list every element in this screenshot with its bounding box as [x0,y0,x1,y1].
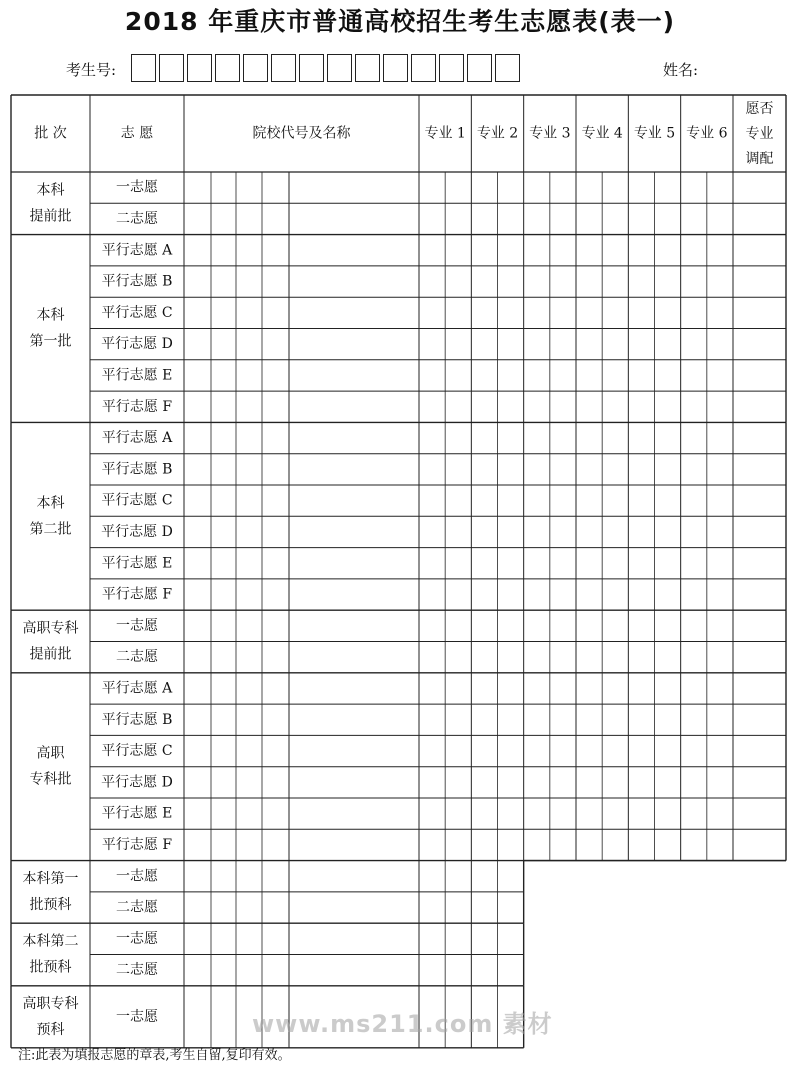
header-major-4: 专业 4 [581,125,623,142]
entry-cell[interactable] [733,454,786,485]
choice-label: 平行志愿 F [101,398,173,415]
choice-label: 二志愿 [116,962,158,979]
header-adjust-line: 专业 [745,126,774,142]
entry-cell[interactable] [733,798,786,829]
batch-label: 本科 [36,182,65,199]
batch-label: 高职 [36,745,65,762]
entry-cell[interactable] [211,235,236,266]
entry-cell[interactable] [289,735,419,766]
entry-cell[interactable] [289,579,419,610]
batch-label: 第一批 [29,333,72,350]
entry-cell[interactable] [184,829,211,860]
entry-cell[interactable] [236,829,262,860]
entry-cell[interactable] [262,235,289,266]
entry-cell[interactable] [262,955,289,986]
entry-cell[interactable] [733,673,786,704]
batch-label: 提前批 [29,208,72,225]
entry-cell[interactable] [289,892,419,923]
entry-cell[interactable] [211,203,236,234]
entry-cell[interactable] [262,861,289,892]
entry-cell[interactable] [184,172,211,203]
entry-cell[interactable] [733,329,786,360]
entry-cell[interactable] [289,704,419,735]
entry-cell[interactable] [236,735,262,766]
entry-cell[interactable] [236,329,262,360]
entry-cell[interactable] [184,767,211,798]
entry-cell[interactable] [262,735,289,766]
entry-cell[interactable] [262,329,289,360]
entry-cell[interactable] [733,704,786,735]
choice-label: 一志愿 [116,179,158,196]
entry-cell[interactable] [733,422,786,453]
entry-cell[interactable] [211,798,236,829]
header-major-1: 专业 1 [424,125,466,142]
entry-cell[interactable] [184,516,211,547]
batch-label: 高职专科 [22,620,79,637]
entry-cell[interactable] [184,673,211,704]
entry-cell[interactable] [289,798,419,829]
header-adjust-line: 调配 [745,151,774,167]
entry-cell[interactable] [733,829,786,860]
entry-cell[interactable] [262,610,289,641]
batch-label: 第二批 [29,521,72,538]
entry-cell[interactable] [289,767,419,798]
batch-label: 本科 [36,307,65,324]
entry-cell[interactable] [262,829,289,860]
entry-cell[interactable] [236,955,262,986]
name-label: 姓名: [663,61,699,79]
entry-cell[interactable] [236,391,262,422]
entry-cell[interactable] [733,579,786,610]
entry-cell[interactable] [262,892,289,923]
entry-cell[interactable] [236,485,262,516]
entry-cell[interactable] [262,767,289,798]
entry-cell[interactable] [236,422,262,453]
entry-cell[interactable] [211,516,236,547]
header-choice: 志 愿 [120,125,154,142]
entry-cell[interactable] [733,485,786,516]
entry-cell[interactable] [211,892,236,923]
entry-cell[interactable] [184,579,211,610]
entry-cell[interactable] [733,203,786,234]
entry-cell[interactable] [211,986,236,1048]
entry-cell[interactable] [211,861,236,892]
entry-cell[interactable] [289,548,419,579]
entry-cell[interactable] [289,329,419,360]
choice-label: 平行志愿 B [101,273,173,290]
entry-cell[interactable] [236,548,262,579]
entry-cell[interactable] [289,266,419,297]
entry-cell[interactable] [236,642,262,673]
entry-cell[interactable] [236,767,262,798]
entry-cell[interactable] [262,172,289,203]
entry-cell[interactable] [262,923,289,954]
entry-cell[interactable] [236,923,262,954]
choice-label: 平行志愿 E [101,367,173,384]
batch-label: 本科第二 [22,933,79,950]
entry-cell[interactable] [184,266,211,297]
entry-cell[interactable] [289,360,419,391]
choice-label: 二志愿 [116,649,158,666]
entry-cell[interactable] [211,548,236,579]
entry-cell[interactable] [262,485,289,516]
entry-cell[interactable] [289,516,419,547]
entry-cell[interactable] [262,297,289,328]
entry-cell[interactable] [211,391,236,422]
entry-cell[interactable] [262,266,289,297]
entry-cell[interactable] [236,297,262,328]
entry-cell[interactable] [236,861,262,892]
entry-cell[interactable] [184,892,211,923]
header-major-6: 专业 6 [686,125,728,142]
entry-cell[interactable] [211,673,236,704]
choice-label: 平行志愿 A [101,242,173,259]
entry-cell[interactable] [184,203,211,234]
choice-label: 平行志愿 C [101,304,173,321]
entry-cell[interactable] [184,798,211,829]
choice-label: 平行志愿 C [101,743,173,760]
choice-label: 平行志愿 F [101,836,173,853]
entry-cell[interactable] [733,360,786,391]
entry-cell[interactable] [211,266,236,297]
choice-label: 平行志愿 D [101,336,173,353]
entry-cell[interactable] [236,704,262,735]
choice-label: 二志愿 [116,899,158,916]
entry-cell[interactable] [733,297,786,328]
choice-label: 平行志愿 B [101,711,173,728]
entry-cell[interactable] [184,642,211,673]
entry-cell[interactable] [289,391,419,422]
choice-label: 平行志愿 D [101,523,173,540]
entry-cell[interactable] [184,735,211,766]
watermark: www.ms211.com 素材 [252,1010,553,1038]
header-school: 院校代号及名称 [252,125,351,142]
entry-cell[interactable] [211,297,236,328]
batch-label: 提前批 [29,646,72,663]
entry-cell[interactable] [236,892,262,923]
choice-label: 平行志愿 C [101,492,173,509]
entry-cell[interactable] [184,235,211,266]
batch-label: 本科第一 [22,870,79,887]
entry-cell[interactable] [184,391,211,422]
entry-cell[interactable] [262,704,289,735]
entry-cell[interactable] [262,422,289,453]
entry-cell[interactable] [289,610,419,641]
entry-cell[interactable] [184,454,211,485]
choice-label: 一志愿 [116,617,158,634]
footer-note: 注:此表为填报志愿的章表,考生自留,复印有效。 [18,1048,291,1063]
entry-cell[interactable] [184,955,211,986]
entry-cell[interactable] [262,642,289,673]
entry-cell[interactable] [289,297,419,328]
entry-cell[interactable] [289,235,419,266]
entry-cell[interactable] [236,360,262,391]
entry-cell[interactable] [289,861,419,892]
entry-cell[interactable] [211,485,236,516]
entry-cell[interactable] [184,923,211,954]
entry-cell[interactable] [289,454,419,485]
student-id-label: 考生号: [66,61,117,79]
entry-cell[interactable] [184,360,211,391]
entry-cell[interactable] [236,673,262,704]
entry-cell[interactable] [262,360,289,391]
entry-cell[interactable] [211,923,236,954]
entry-cell[interactable] [289,172,419,203]
entry-cell[interactable] [289,485,419,516]
entry-cell[interactable] [211,642,236,673]
entry-cell[interactable] [262,391,289,422]
choice-label: 一志愿 [116,868,158,885]
entry-cell[interactable] [236,610,262,641]
entry-cell[interactable] [733,610,786,641]
entry-cell[interactable] [733,548,786,579]
entry-cell[interactable] [211,329,236,360]
entry-cell[interactable] [184,986,211,1048]
entry-cell[interactable] [289,923,419,954]
choice-label: 平行志愿 F [101,586,173,603]
entry-cell[interactable] [184,548,211,579]
choice-label: 平行志愿 A [101,430,173,447]
batch-label: 批预科 [29,959,72,976]
entry-cell[interactable] [733,735,786,766]
choice-label: 平行志愿 E [101,555,173,572]
header-adjust-line: 愿否 [745,101,774,117]
entry-cell[interactable] [733,391,786,422]
entry-cell[interactable] [733,767,786,798]
entry-cell[interactable] [211,735,236,766]
entry-cell[interactable] [262,548,289,579]
entry-cell[interactable] [262,579,289,610]
entry-cell[interactable] [289,203,419,234]
entry-cell[interactable] [184,610,211,641]
entry-cell[interactable] [211,829,236,860]
entry-cell[interactable] [262,203,289,234]
entry-cell[interactable] [289,422,419,453]
entry-cell[interactable] [184,485,211,516]
entry-cell[interactable] [211,422,236,453]
batch-label: 批预科 [29,896,72,913]
entry-cell[interactable] [211,579,236,610]
entry-cell[interactable] [733,235,786,266]
entry-cell[interactable] [236,516,262,547]
entry-cell[interactable] [289,673,419,704]
entry-cell[interactable] [184,861,211,892]
entry-cell[interactable] [211,454,236,485]
entry-cell[interactable] [236,454,262,485]
choice-label: 一志愿 [116,1008,158,1025]
entry-cell[interactable] [236,798,262,829]
entry-cell[interactable] [262,798,289,829]
entry-cell[interactable] [289,955,419,986]
entry-cell[interactable] [236,235,262,266]
entry-cell[interactable] [184,422,211,453]
entry-cell[interactable] [236,266,262,297]
entry-cell[interactable] [733,266,786,297]
entry-cell[interactable] [211,172,236,203]
header-major-3: 专业 3 [529,125,571,142]
entry-cell[interactable] [236,579,262,610]
choice-label: 二志愿 [116,210,158,227]
entry-cell[interactable] [262,673,289,704]
entry-cell[interactable] [262,454,289,485]
choice-label: 平行志愿 D [101,774,173,791]
form-title: 2018 年重庆市普通高校招生考生志愿表(表一) [124,7,676,36]
entry-cell[interactable] [289,642,419,673]
header-batch: 批 次 [34,125,67,142]
entry-cell[interactable] [211,704,236,735]
entry-cell[interactable] [236,203,262,234]
entry-cell[interactable] [733,172,786,203]
batch-label: 本科 [36,495,65,512]
batch-label: 预科 [36,1021,65,1038]
entry-cell[interactable] [236,172,262,203]
entry-cell[interactable] [184,329,211,360]
entry-cell[interactable] [289,829,419,860]
choice-label: 平行志愿 B [101,461,173,478]
choice-label: 平行志愿 A [101,680,173,697]
header-major-5: 专业 5 [633,125,676,142]
entry-cell[interactable] [733,516,786,547]
batch-label: 高职专科 [22,995,79,1012]
choice-label: 一志愿 [116,930,158,947]
entry-cell[interactable] [262,516,289,547]
batch-label: 专科批 [29,771,72,788]
entry-cell[interactable] [733,642,786,673]
header-major-2: 专业 2 [476,125,519,142]
entry-cell[interactable] [211,610,236,641]
choice-label: 平行志愿 E [101,805,173,822]
entry-cell[interactable] [211,955,236,986]
entry-cell[interactable] [184,297,211,328]
entry-cell[interactable] [211,767,236,798]
entry-cell[interactable] [211,360,236,391]
entry-cell[interactable] [184,704,211,735]
